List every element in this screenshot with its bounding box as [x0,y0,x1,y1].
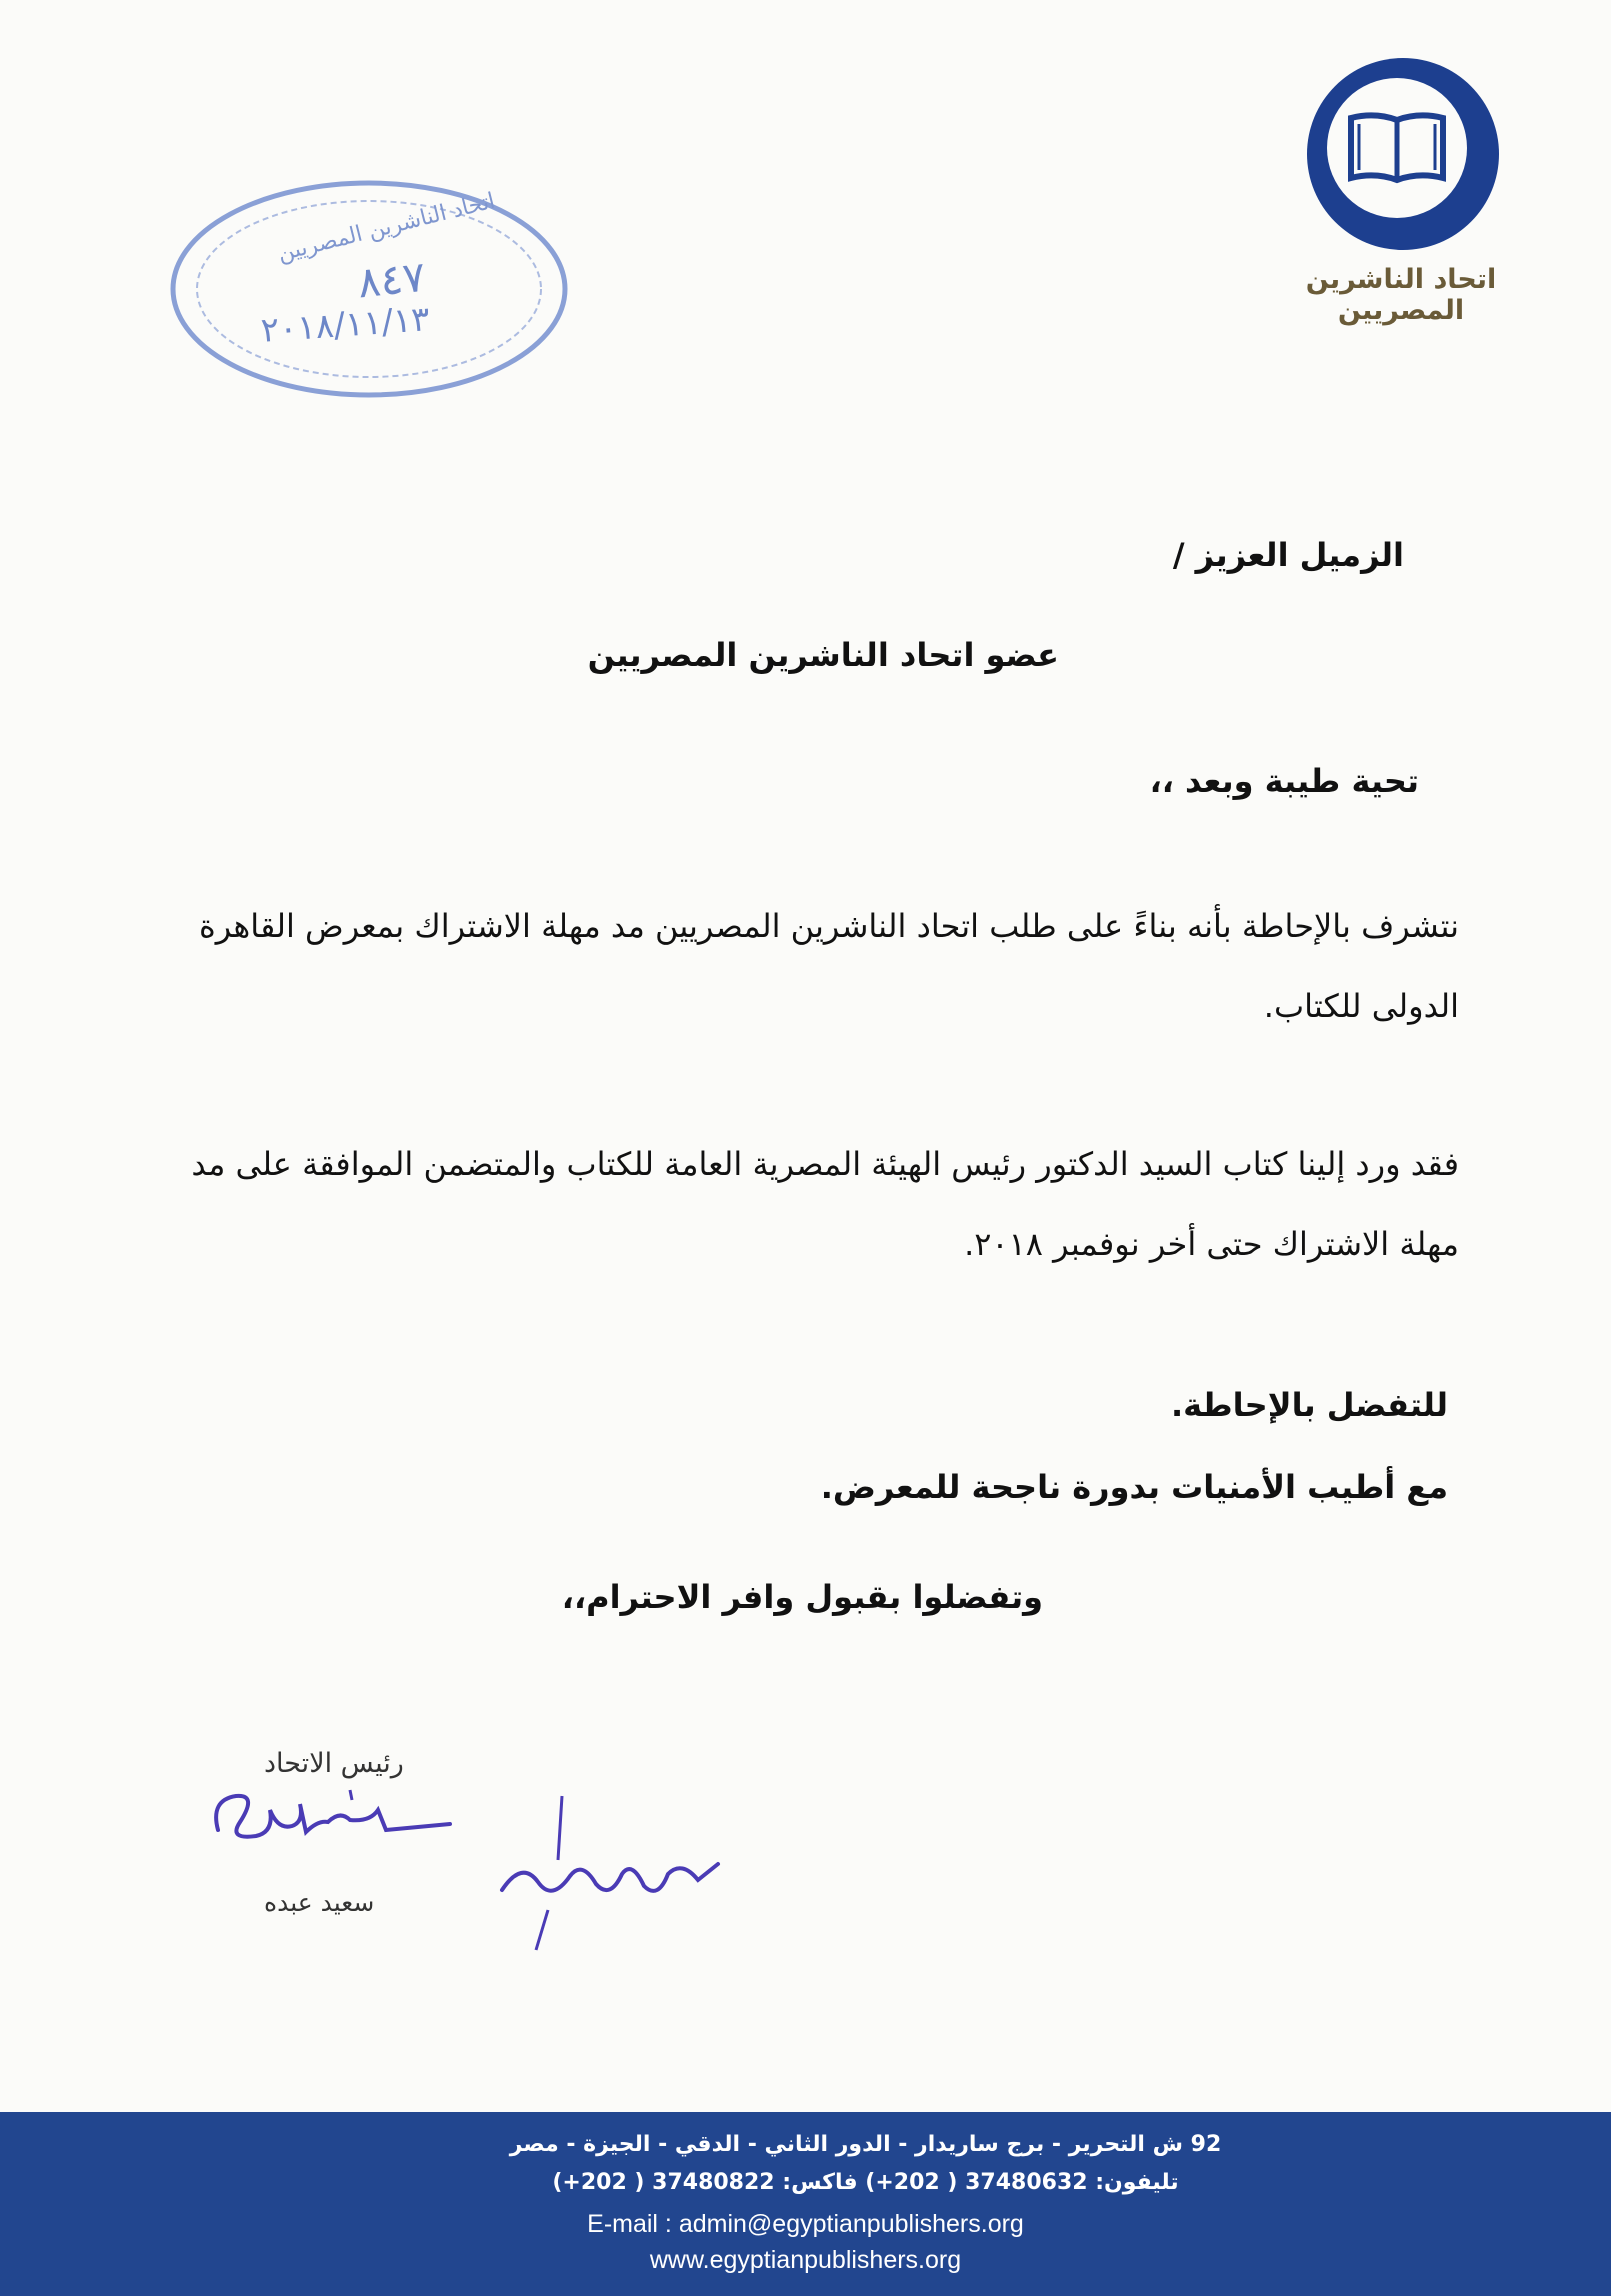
signature-name: سعيد عبده [264,1888,375,1917]
stamp-seal-icon [168,176,570,402]
organization-name: اتحاد الناشرين المصريين [1305,264,1497,326]
organization-logo [1301,58,1501,326]
closing-line-3: وتفضلوا بقبول وافر الاحترام،، [561,1578,1043,1616]
signature-title: رئيس الاتحاد [264,1748,404,1779]
footer-address: 92 ش التحرير - برج ساريدار - الدور الثاني - الدقي - الجيزة - مصر [509,2132,1222,2157]
salutation: الزميل العزيز / [1172,536,1404,574]
signature-icon [492,1790,732,1974]
paragraph-1: نتشرف بالإحاطة بأنه بناءً على طلب اتحاد الناشرين المصريين مد مهلة الاشتراك بمعرض القاهرة الدولى للكتاب. [198,907,1459,1025]
stamp-text: اتحاد الناشرين المصريين [275,188,498,267]
stamp-number: ٨٤٧ [355,251,428,308]
paragraph-2: فقد ورد إلينا كتاب السيد الدكتور رئيس الهيئة المصرية العامة للكتاب والمتضمن الموافقة على مد مهلة الاشتراك حتى أخر نوفمبر ٢٠١٨. [191,1145,1459,1263]
footer-website[interactable]: www.egyptianpublishers.org [649,2246,962,2274]
footer-phone: تليفون: 37480632 ( 202+) فاكس: 37480822 ( 202+) [552,2170,1179,2195]
greeting: تحية طيبة وبعد ،، [1149,762,1419,800]
stamp-date: ٢٠١٨/١١/١٣ [259,299,431,351]
closing-line-1: للتفضل بالإحاطة. [1170,1386,1448,1424]
closing-line-2: مع أطيب الأمنيات بدورة ناجحة للمعرض. [820,1468,1448,1506]
book-logo-icon [1347,108,1447,188]
recipient: عضو اتحاد الناشرين المصريين [587,636,1059,674]
signature-icon [200,1760,460,1884]
footer-email[interactable]: E-mail : admin@egyptianpublishers.org [587,2210,1024,2238]
footer-band [0,2112,1611,2296]
